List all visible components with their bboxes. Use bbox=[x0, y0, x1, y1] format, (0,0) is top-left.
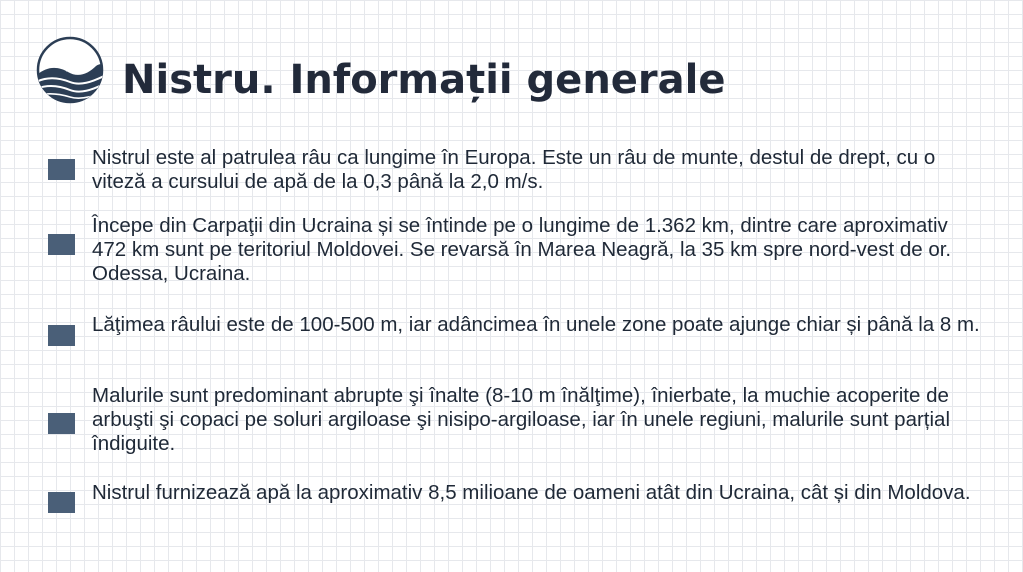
bullet-text: Începe din Carpaţii din Ucraina și se întinde pe o lungime de 1.362 km, dintre care aproximativ 472 km sunt pe teritoriul Moldovei. Se revarsă în Marea Neagră, la 35 km spre nord-vest de or. Odessa, Ucraina. bbox=[92, 214, 952, 285]
bullet-text: Lăţimea râului este de 100-500 m, iar adâncimea în unele zone poate ajunge chiar și până la 8 m. bbox=[92, 313, 980, 336]
wave-logo-icon bbox=[36, 36, 104, 104]
bullet-text: Malurile sunt predominant abrupte şi înalte (8-10 m înălţime), înierbate, la muchie acoperite de arbuşti şi copaci pe soluri argiloase şi nisipo-argiloase, iar în unele regiuni, malurile sunt parțial îndiguite. bbox=[92, 384, 951, 455]
square-bullet-icon bbox=[48, 234, 75, 255]
square-bullet-icon bbox=[48, 159, 75, 180]
square-bullet-icon bbox=[48, 325, 75, 346]
page-title: Nistru. Informații generale bbox=[122, 57, 726, 103]
square-bullet-icon bbox=[48, 413, 75, 434]
bullet-text: Nistrul este al patrulea râu ca lungime în Europa. Este un râu de munte, destul de drept, cu o viteză a cursului de apă de la 0,3 până la 2,0 m/s. bbox=[92, 146, 936, 193]
bullet-text: Nistrul furnizează apă la aproximativ 8,5 milioane de oameni atât din Ucraina, cât și din Moldova. bbox=[92, 481, 971, 504]
square-bullet-icon bbox=[48, 492, 75, 513]
